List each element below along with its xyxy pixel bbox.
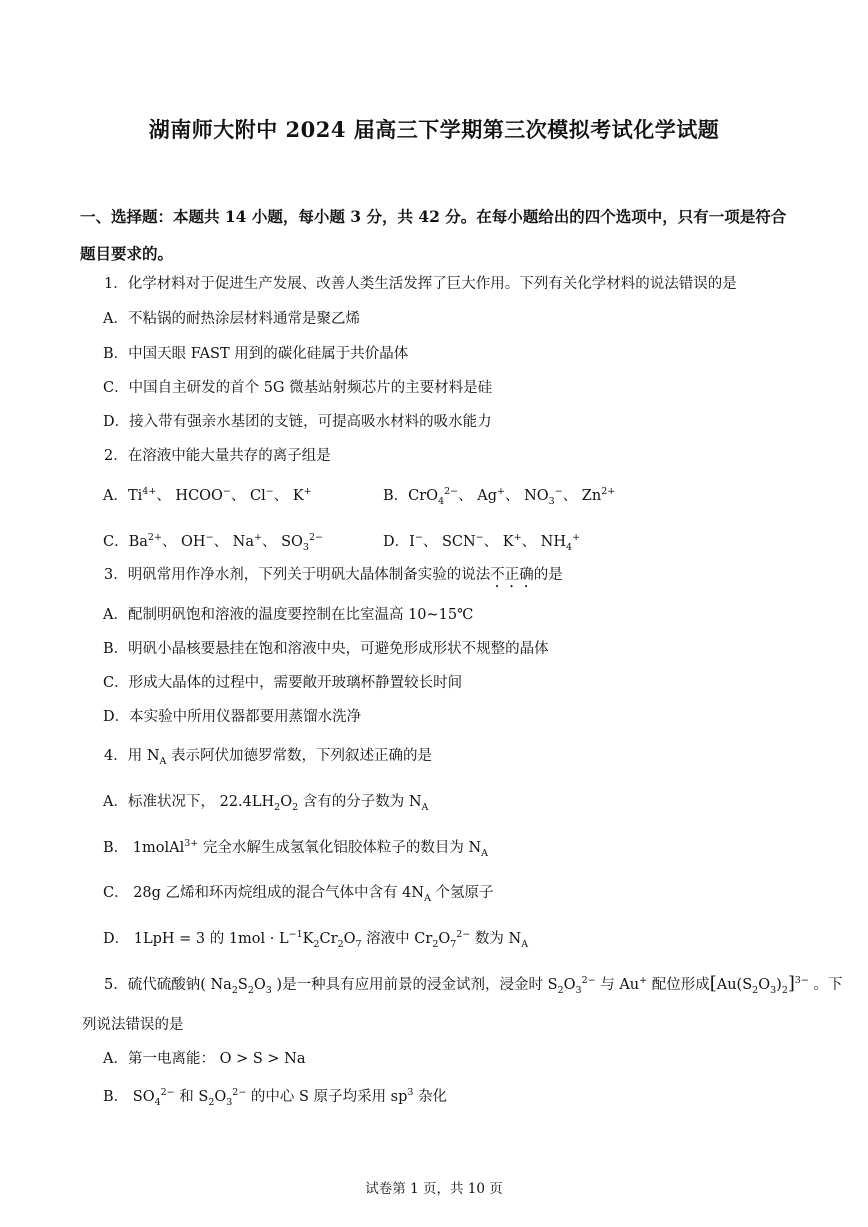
page-title: 湖南师大附中 2024 届高三下学期第三次模拟考试化学试题: [148, 117, 720, 142]
q2-option-c: C．$Ba^{2+}$、 OH−、 Na+、 $SO_3^{2-}$: [103, 532, 323, 553]
q3-stem-pre: 3．明矾常用作净水剂，下列关于明矾大晶体制备实验的说法: [104, 567, 491, 583]
q1-stem: 1．化学材料对于促进生产发展、改善人类生活发挥了巨大作用。下列有关化学材料的说法错误的是: [104, 276, 737, 292]
q4-d-post: 数为 N: [470, 931, 522, 947]
q4-stem-post: 表示阿伏加德罗常数，下列叙述正确的是: [166, 748, 433, 764]
q5-stem-mid4: O: [563, 977, 576, 993]
q5-b-mid2: O: [214, 1089, 227, 1105]
q1-option-b: B．中国天眼 FAST 用到的碳化硅属于共价晶体: [103, 346, 409, 362]
q4-stem: [104, 744, 432, 765]
q4-c-post: 个氢原子: [430, 885, 494, 901]
q2-stem: 2．在溶液中能大量共存的离子组是: [104, 448, 331, 464]
q4-d-mid4: 溶液中 Cr: [361, 931, 433, 947]
section-heading: 一、选择题：本题共 14 小题，每小题 3 分，共 42 分。在每小题给出的四个选项中，只有一项是符合题目要求的。: [80, 207, 787, 263]
q2-c-label: C．: [103, 534, 129, 550]
q5-stem: 5．硫代硫酸钠( $Na_2S_2O_3$ )是一种具有应用前景的浸金试剂，浸金时 $S_2O_3^{2-}$ 与 Au+ 配位形成$[Au(S_2O_3)_2]^{3-}$ 。下: [104, 973, 843, 996]
q3-option-b: B．明矾小晶核要悬挂在饱和溶液中央，可避免形成形状不规整的晶体: [103, 641, 549, 657]
q2-d-label: D．: [383, 534, 410, 550]
q4-a-post: 含有的分子数为 N: [298, 794, 422, 810]
q4-b-pre: B． 1molAl: [103, 840, 185, 856]
q3-option-c: C．形成大晶体的过程中，需要敞开玻璃杯静置较长时间: [103, 675, 463, 691]
q4-option-a: A．标准状况下， $22.4LH_2O_2$ 含有的分子数为 $N_A$: [103, 794, 429, 813]
q1-option-d: D．接入带有强亲水基团的支链，可提高吸水材料的吸水能力: [103, 414, 492, 430]
q5-stem-mid5: 与 Au: [595, 977, 640, 993]
q4-d-mid3: O: [343, 931, 356, 947]
page-footer: 试卷第 1 页，共 10 页: [365, 1181, 503, 1197]
q5-b-pre: B． SO: [103, 1089, 155, 1105]
q4-option-b: B． 1molAl$^{3+}$ 完全水解生成氢氧化铝胶体粒子的数目为 $N_A$: [103, 838, 489, 859]
q4-d-mid: K: [302, 931, 314, 947]
q5-b-end: 杂化: [413, 1089, 448, 1105]
q5-complex2: O: [758, 977, 771, 993]
q4-stem-pre: 4．用 N: [104, 748, 160, 764]
q1-option-c: C．中国自主研发的首个 5G 微基站射频芯片的主要材料是硅: [103, 380, 493, 396]
q5-stem-post: 。下: [808, 977, 843, 993]
q4-option-c: C． 28g 乙烯和环丙烷组成的混合气体中含有 $4N_A$ 个氢原子: [103, 885, 494, 904]
q4-d-mid2: Cr: [319, 931, 338, 947]
q5-stem-mid3: )是一种具有应用前景的浸金试剂，浸金时 S: [271, 977, 558, 993]
q1-option-a: A．不粘锅的耐热涂层材料通常是聚乙烯: [103, 311, 360, 327]
q5-stem-line2: 列说法错误的是: [82, 1017, 184, 1033]
q5-stem-pre: 5．硫代硫酸钠( Na: [104, 977, 232, 993]
q5-complex3: ): [776, 977, 782, 993]
q4-a-mid: O: [280, 794, 293, 810]
q4-d-mid5: O: [438, 931, 451, 947]
q5-option-b: B． $SO_4^{2-}$ 和 $S_2O_3^{2-}$ 的中心 S 原子均采用 $sp^3$ 杂化: [103, 1087, 448, 1108]
q5-stem-mid1: S: [237, 977, 248, 993]
q3-stem-emphasis: 不正确: [490, 567, 534, 583]
q3-stem-post: 的是: [533, 567, 563, 583]
q2-option-a: A．$Ti^{4+}$、 HCOO−、 Cl−、 K+: [103, 486, 312, 504]
q4-option-d: D． 1LpH = 3 的 $1mol \cdot L^{-1}K_2Cr_2O_7$ 溶液中 $Cr_2O_7^{2-}$ 数为 $N_A$: [103, 929, 529, 950]
q5-b-post: 的中心 S 原子均采用 sp: [246, 1089, 408, 1105]
q2-option-d: D．I−、 SCN−、 K+、 $NH_4^+$: [383, 532, 581, 553]
q2-b-label: B．: [383, 488, 409, 504]
q3-option-d: D．本实验中所用仪器都要用蒸馏水洗净: [103, 709, 362, 725]
q2-option-b: B．CrO$_4^{2-}$、 Ag+、 $NO_3^-$、 $Zn^{2+}$: [383, 486, 616, 507]
q4-d-pre: D． 1LpH = 3 的 1mol · L: [103, 931, 289, 947]
q4-c-pre: C． 28g 乙烯和环丙烷组成的混合气体中含有 4N: [103, 885, 425, 901]
q5-stem-mid6: 配位形成: [647, 977, 710, 993]
q4-a-pre: A．标准状况下， 22.4LH: [103, 794, 275, 810]
q2-a-label: A．: [103, 488, 128, 504]
q4-stem-sub: A: [159, 755, 167, 767]
q4-b-post: 完全水解生成氢氧化铝胶体粒子的数目为 N: [198, 840, 482, 856]
q5-option-a: A．第一电离能： O > S > Na: [103, 1051, 306, 1067]
q3-stem: [104, 563, 563, 591]
q5-stem-mid2: O: [253, 977, 266, 993]
q3-option-a: A．配制明矾饱和溶液的温度要控制在比室温高 10~15℃: [103, 607, 474, 623]
q5-b-mid: 和 S: [174, 1089, 209, 1105]
q5-complex: Au(S: [716, 977, 753, 993]
